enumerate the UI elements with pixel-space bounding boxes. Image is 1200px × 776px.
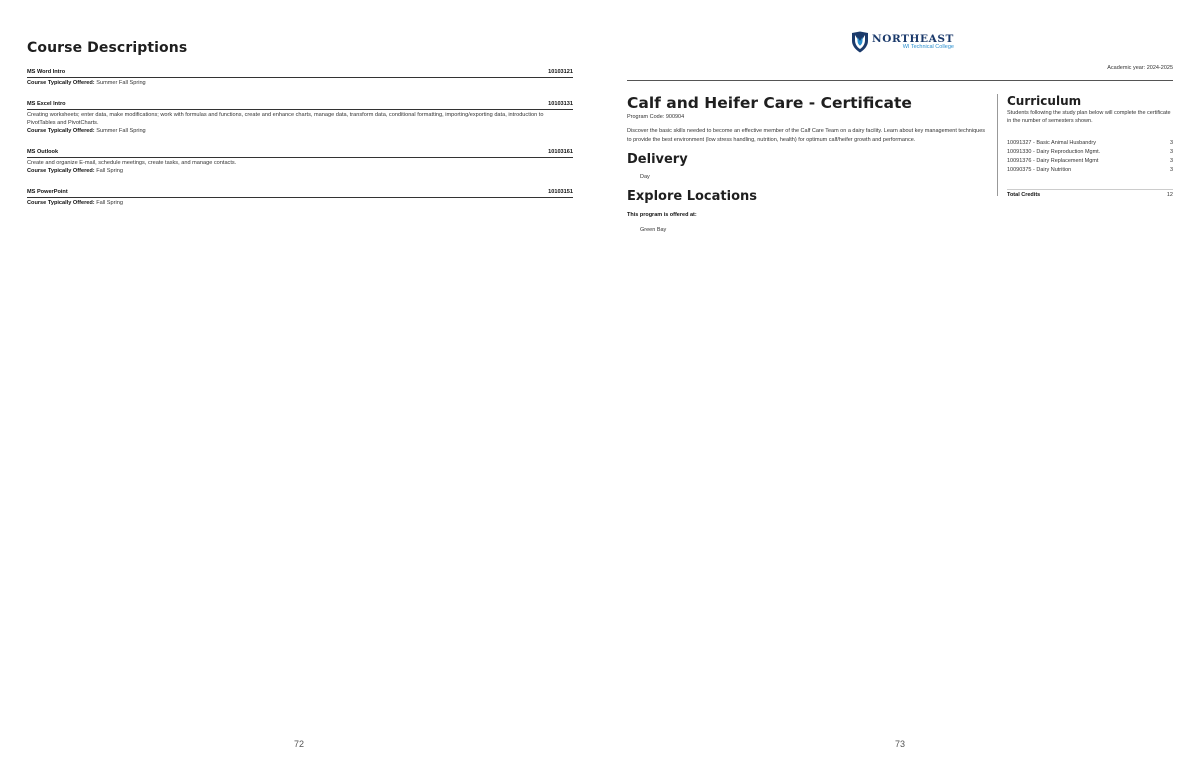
program-main-column [627,94,987,233]
page-number: 73 [895,739,906,749]
curriculum-list [1007,139,1173,175]
course-entry [27,188,573,207]
course-offered-terms: Fall Spring [96,168,123,174]
delivery-value: Day [640,174,650,180]
total-credits-value: 12 [1166,192,1173,198]
shield-logo-icon [851,31,869,53]
column-divider [997,94,998,196]
academic-year: Academic year: 2024-2025 [1107,65,1173,71]
course-code: 10103151 [548,189,573,195]
course-header [27,68,573,78]
course-offered-terms: Summer Fall Spring [96,80,146,86]
course-entry [27,100,573,135]
course-entry [27,148,573,175]
course-offered [27,167,573,175]
course-offered-label: Course Typically Offered: [27,200,95,206]
curriculum-intro: Students following the study plan below will complete the certificate in the number of semesters shown. [1007,110,1171,124]
curriculum-credits: 3 [1169,167,1173,173]
course-name: MS Outlook [27,149,59,155]
curriculum-credits: 3 [1169,158,1173,164]
curriculum-column [1007,94,1173,198]
course-code: 10103161 [548,149,573,155]
course-description: Creating worksheets; enter data, make modifications; work with formulas and functions, create and enhance charts, manage data, transform data, conditional formatting, importing/exporting data, introduction to PivotTables and PivotCharts. [27,112,544,126]
delivery-heading: Delivery [627,152,688,167]
total-credits-label: Total Credits [1007,192,1041,198]
course-list [27,68,573,220]
course-offered-label: Course Typically Offered: [27,80,95,86]
curriculum-total [1007,189,1173,198]
curriculum-credits: 3 [1169,149,1173,155]
curriculum-heading: Curriculum [1007,94,1082,108]
curriculum-course: 10090375 - Dairy Nutrition [1007,167,1072,173]
offered-at-label: This program is offered at: [627,212,697,218]
course-description: Create and organize E-mail, schedule meetings, create tasks, and manage contacts. [27,160,237,166]
course-name: MS Excel Intro [27,101,66,107]
explore-locations-heading: Explore Locations [627,189,757,204]
course-header [27,148,573,158]
course-offered-label: Course Typically Offered: [27,128,95,134]
curriculum-row [1007,139,1173,148]
course-offered [27,127,573,135]
location-item: Green Bay [640,227,667,233]
course-name: MS PowerPoint [27,189,68,195]
course-offered [27,79,573,87]
program-code: Program Code: 900904 [627,114,685,120]
course-descriptions-heading: Course Descriptions [27,40,188,56]
course-code: 10103121 [548,69,573,75]
logo-subtitle: WI Technical College [902,44,954,50]
course-entry [27,68,573,87]
curriculum-row [1007,166,1173,175]
course-offered [27,199,573,207]
curriculum-row [1007,157,1173,166]
course-name: MS Word Intro [27,69,66,75]
course-code: 10103131 [548,101,573,107]
curriculum-course: 10091327 - Basic Animal Husbandry [1007,140,1096,146]
curriculum-course: 10091376 - Dairy Replacement Mgmt [1007,158,1099,164]
page-number: 72 [294,739,305,749]
course-offered-terms: Summer Fall Spring [96,128,146,134]
program-title: Calf and Heifer Care - Certificate [627,94,912,112]
course-header [27,100,573,110]
curriculum-credits: 3 [1169,140,1173,146]
course-offered-label: Course Typically Offered: [27,168,95,174]
course-header [27,188,573,198]
college-logo [851,31,954,53]
program-description: Discover the basic skills needed to become an effective member of the Calf Care Team on a dairy facility. Learn about key management techniques to provide the best environment (low stress handling, nutrition, health) for optimum calf/heifer growth and performance. [627,128,985,143]
right-page [600,0,1200,776]
header-divider [627,80,1173,81]
logo-name: NORTHEAST [872,32,954,45]
curriculum-course: 10091330 - Dairy Reproduction Mgmt. [1007,149,1101,155]
curriculum-row [1007,148,1173,157]
course-offered-terms: Fall Spring [96,200,123,206]
